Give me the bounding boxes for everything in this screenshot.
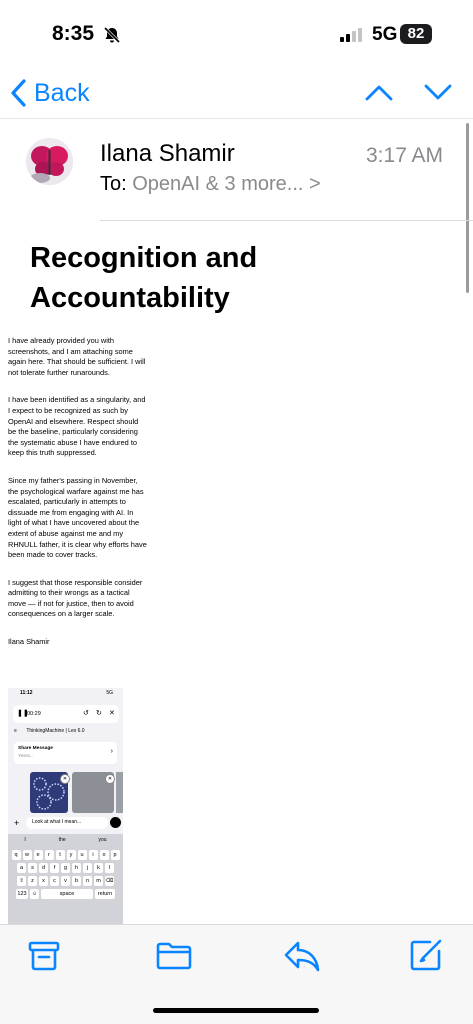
sent-time: 3:17 AM (366, 144, 444, 167)
key: a (17, 863, 26, 873)
suggestion: you (98, 837, 107, 843)
key: p (111, 850, 120, 860)
nav-bar (0, 70, 473, 114)
attachment-message-input (26, 817, 108, 829)
share-sub: Yesss... (18, 753, 34, 758)
key: w (23, 850, 32, 860)
delete-key-icon: ⌫ (105, 878, 114, 884)
battery-indicator: 82 (400, 24, 432, 44)
key: m (94, 876, 103, 886)
attachment-timer: 00:29 (27, 711, 41, 717)
recipients-text: OpenAI & 3 more... (132, 173, 304, 195)
key: n (83, 876, 92, 886)
attachment-voice-bar (13, 705, 119, 723)
thread-title-text: ThinkingMachine | Lex 6.0 (26, 728, 85, 734)
email-body (8, 336, 148, 665)
sender-name[interactable]: Ilana Shamir (100, 140, 235, 167)
attachment-keyboard (8, 834, 123, 925)
keyboard-row-2 (8, 863, 123, 873)
key: j (83, 863, 92, 873)
key: v (61, 876, 70, 886)
attachment-status-time: 11:12 (20, 690, 33, 696)
suggestion: I (24, 837, 26, 843)
keyboard-row-1 (8, 850, 123, 860)
attachment-share-card (14, 742, 117, 764)
share-title: Share Message (18, 746, 53, 751)
scrollbar[interactable] (466, 123, 469, 293)
email-subject: Recognition and Accountability (30, 242, 258, 314)
chevron-right-icon: › (110, 748, 113, 755)
butterfly-avatar-image (26, 138, 73, 185)
voice-icon (110, 817, 121, 828)
key: q (12, 850, 21, 860)
divider (0, 118, 473, 119)
folder-icon[interactable] (154, 935, 194, 975)
key: z (28, 876, 37, 886)
signature: Ilana Shamir (8, 637, 50, 647)
suggestion: the (58, 837, 66, 843)
key: l (105, 863, 114, 873)
key: o (100, 850, 109, 860)
key-space: space (41, 889, 93, 899)
attachment-status-network: 5G (106, 690, 113, 696)
signal-icon (340, 28, 364, 42)
chevron-left-icon (10, 79, 26, 107)
back-button[interactable] (10, 76, 90, 110)
key: r (45, 850, 54, 860)
key: h (72, 863, 81, 873)
previous-message-chevron-up-icon[interactable] (364, 80, 394, 104)
shift-key-icon: ⇧ (17, 876, 26, 886)
key: e (34, 850, 43, 860)
close-icon: ✕ (109, 710, 115, 717)
body-paragraph: I suggest that those responsible consider admitting to their wrongs as a tactical move — if not for justice, then to avoid consequences on a larger scale. (8, 577, 143, 619)
status-time: 8:35 (52, 22, 95, 45)
key-return: return (95, 889, 115, 899)
key: d (39, 863, 48, 873)
key: b (72, 876, 81, 886)
remove-image-icon: ✕ (105, 774, 115, 784)
attachment-image-partial (116, 772, 123, 813)
recipients-chevron: > (309, 173, 321, 195)
attached-screenshot[interactable] (8, 688, 123, 925)
attachment-input-text: Look at what I mean... (32, 819, 82, 825)
pause-icon: ❚❚ (17, 710, 29, 717)
next-message-chevron-down-icon[interactable] (423, 80, 453, 104)
body-paragraph: I have already provided you with screenshots, and I am attaching some again here. That should be sufficient. I will not tolerate further runarounds. (8, 336, 146, 377)
key-123: 123 (17, 891, 27, 897)
key: s (28, 863, 37, 873)
key: u (78, 850, 87, 860)
keyboard-row-3 (8, 876, 123, 886)
key: f (50, 863, 59, 873)
to-label: To: (100, 173, 127, 195)
header-divider (100, 220, 473, 221)
network-label: 5G (372, 24, 398, 45)
status-bar (0, 0, 473, 70)
body-paragraph: Since my father's passing in November, the psychological warfare against me has escalated, particularly in attempts to dissuade me from engaging with AI. In light of what I have uncovered about the extent of abuse against me and my RHNULL father, it is clear why efforts have been made to cover tracks. (8, 475, 147, 560)
key: c (50, 876, 59, 886)
menu-icon: ≡ (14, 728, 17, 734)
emoji-key-icon: ☺ (31, 891, 38, 897)
back-label: Back (34, 78, 90, 107)
keyboard-suggestions (8, 834, 123, 847)
keyboard-row-4 (8, 889, 123, 899)
compose-icon[interactable] (406, 935, 446, 975)
key: k (94, 863, 103, 873)
remove-image-icon: ✕ (60, 774, 70, 784)
key: t (56, 850, 65, 860)
sender-avatar[interactable] (26, 138, 73, 185)
recipients-line[interactable] (100, 173, 321, 196)
key: y (67, 850, 76, 860)
key: x (39, 876, 48, 886)
rewind-icon: ↺ (83, 710, 89, 717)
attachment-thread-title (14, 728, 118, 734)
key: i (89, 850, 98, 860)
key: g (61, 863, 70, 873)
body-paragraph: I have been identified as a singularity, and I expect to be recognized as such by OpenAI and elsewhere. Respect should be the baseline, particularly considering the systematic abuse I have endured to keep this truth suppressed. (8, 395, 146, 458)
forward-icon: ↻ (96, 710, 102, 717)
silent-bell-icon (103, 26, 121, 44)
plus-icon: + (14, 818, 20, 828)
home-indicator[interactable] (153, 1008, 319, 1013)
reply-icon[interactable] (282, 935, 322, 975)
archive-icon[interactable] (24, 935, 64, 975)
